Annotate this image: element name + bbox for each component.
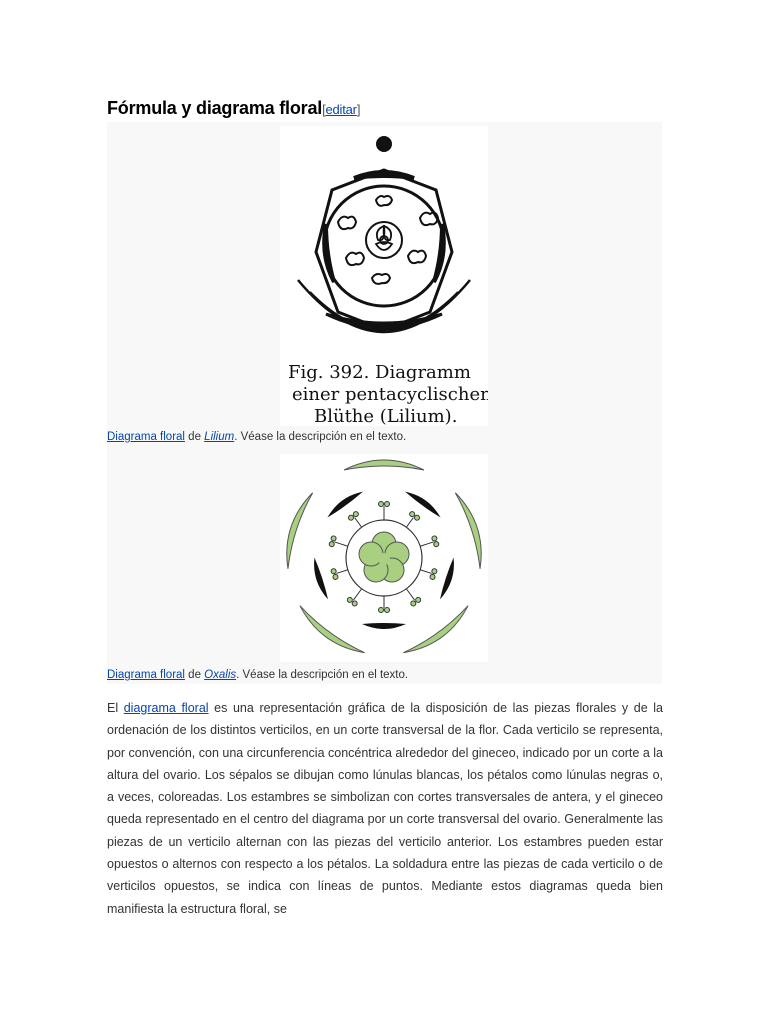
caption-link-diagrama[interactable]: Diagrama floral <box>107 431 185 443</box>
section-heading <box>107 96 662 122</box>
article-section <box>107 96 662 122</box>
edit-section: [editar] <box>322 102 361 117</box>
bract-lunule <box>326 314 442 328</box>
oxalis-diagram-svg <box>280 454 488 662</box>
figure-label-line1: Fig. 392. Diagramm <box>288 362 471 383</box>
figure-label-line3: Blüthe (Lilium). <box>314 406 458 426</box>
figure-oxalis <box>107 448 662 684</box>
body-paragraph: El diagrama floral es una representación gráfica de la disposición de las piezas florales y de la ordenación de los distintos verticilos, en un corte transversal de la flor. Cada verticilo se representa, por convención, con una circunferencia concéntrica alrededor del gineceo, indicado por un corte a la altura del ovario. Los sépalos se dibujan como lúnulas blancas, los pétalos como lúnulas negras o, a veces, coloreadas. Los estambres se simbolizan con cortes transversales de antera, y el gineceo queda representado en el centro del diagrama por un corte transversal del ovario. Generalmente las piezas de un verticilo alternan con las piezas del verticilo anterior. Los estambres pueden estar opuestos o alternos con respecto a los pétalos. La soldadura entre las piezas de cada verticilo o de verticilos opuestos, se indica con líneas de puntos. Mediante estos diagramas queda bien manifiesta la estructura floral, se <box>107 701 664 916</box>
oxalis-diagram-image <box>280 454 488 662</box>
caption-link-diagrama[interactable]: Diagrama floral <box>107 669 185 681</box>
figure-caption: Diagrama floral de Lilium. Véase la descripción en el texto. <box>107 431 407 443</box>
section-title: Fórmula y diagrama floral <box>107 98 323 118</box>
caption-link-taxon[interactable]: Lilium <box>204 431 235 443</box>
caption-link-taxon[interactable]: Oxalis <box>204 669 237 681</box>
figure-caption: Diagrama floral de Oxalis. Véase la descripción en el texto. <box>107 669 409 681</box>
lilium-diagram-svg <box>280 126 488 426</box>
petal-top <box>354 172 414 178</box>
ovary-locules <box>376 226 392 250</box>
paragraph-link-diagrama[interactable]: diagrama floral <box>123 701 209 715</box>
figure-lilium <box>107 122 662 448</box>
edit-link[interactable]: editar <box>325 102 357 117</box>
axis-dot <box>376 136 392 152</box>
lilium-diagram-image <box>280 126 488 426</box>
figure-label-line2: einer pentacyclischen <box>292 384 488 405</box>
